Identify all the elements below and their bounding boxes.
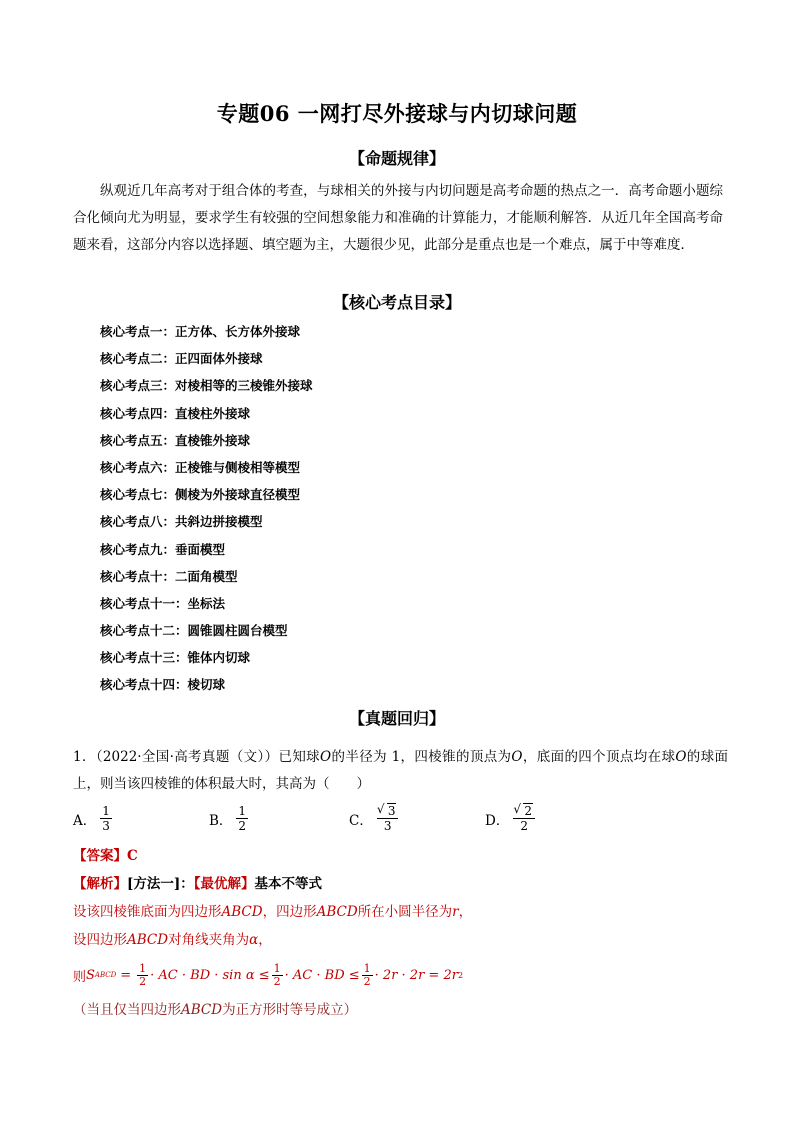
toc-item: 核心考点七：侧棱为外接球直径模型 xyxy=(100,487,301,503)
subscript-abcd: ABCD xyxy=(94,971,117,979)
answer-label: 【答案】 xyxy=(73,848,127,864)
symbol-abcd: ABCD xyxy=(127,932,169,948)
numerator: 1 xyxy=(363,961,371,975)
fraction xyxy=(236,804,248,833)
method-topic: 基本不等式 xyxy=(254,876,323,892)
answer-line xyxy=(73,846,138,866)
denominator: 3 xyxy=(102,819,110,833)
toc-item: 核心考点十一：坐标法 xyxy=(100,595,226,611)
toc-item: 核心考点九：垂面模型 xyxy=(100,541,226,557)
analysis-line-2 xyxy=(73,930,272,950)
analysis-text: ， xyxy=(258,932,272,948)
answer-options xyxy=(73,804,733,840)
radicand: 2 xyxy=(524,804,532,818)
real-questions-heading: 【真题回归】 xyxy=(348,709,445,728)
equals-sign: = xyxy=(120,967,132,983)
answer-value: C xyxy=(127,848,138,864)
numerator: 1 xyxy=(102,804,110,818)
superscript: 2 xyxy=(457,970,464,980)
toc-item: 核心考点十三：锥体内切球 xyxy=(100,650,251,666)
page-title: 专题06 一网打尽外接球与内切球问题 xyxy=(216,101,578,126)
denominator: 2 xyxy=(238,819,247,833)
question-source: （2022·全国·高考真题（文）） xyxy=(95,749,279,765)
numerator xyxy=(377,804,399,819)
toc-item: 核心考点四：直棱柱外接球 xyxy=(100,405,251,421)
analysis-text: ， xyxy=(458,904,473,920)
question-text: 的半径为 1，四棱锥的顶点为 xyxy=(331,749,512,765)
toc-item: 核心考点三：对棱相等的三棱锥外接球 xyxy=(100,378,313,394)
denominator: 2 xyxy=(139,974,147,988)
best-solution-label: 【最优解】 xyxy=(193,876,255,892)
numerator xyxy=(513,804,535,819)
toc-item: 核心考点六：正棱锥与侧棱相等模型 xyxy=(100,459,301,475)
question-text: 已知球 xyxy=(278,749,321,765)
toc-heading: 【核心考点目录】 xyxy=(332,293,461,312)
area-inequality-formula xyxy=(73,960,463,990)
question-number: 1． xyxy=(73,749,96,765)
numerator: 1 xyxy=(139,961,147,975)
symbol-s: S xyxy=(86,967,95,983)
numerator: 1 xyxy=(273,961,281,975)
symbol-abcd: ABCD xyxy=(181,1002,223,1018)
symbol-o: O xyxy=(320,749,332,765)
fraction xyxy=(377,804,399,833)
formula-term: · AC · BD ≤ xyxy=(284,967,360,983)
denominator: 2 xyxy=(520,819,528,833)
fraction-half xyxy=(137,963,148,988)
symbol-r: r xyxy=(452,904,459,920)
analysis-text: （当且仅当四边形 xyxy=(73,1002,181,1018)
radicand: 3 xyxy=(387,804,396,818)
fraction-half xyxy=(362,963,373,988)
denominator: 3 xyxy=(383,819,392,833)
analysis-line-3 xyxy=(73,1000,357,1020)
numerator: 1 xyxy=(238,804,247,818)
question-1 xyxy=(73,744,728,798)
toc-item: 核心考点十：二面角模型 xyxy=(100,568,238,584)
option-label: B． xyxy=(209,812,233,829)
formula-term: · 2r · 2r = 2r xyxy=(374,967,458,983)
denominator: 2 xyxy=(363,974,371,988)
toc-item: 核心考点二：正四面体外接球 xyxy=(100,351,263,367)
analysis-text: 为正方形时等号成立） xyxy=(222,1002,358,1018)
analysis-text: 对角线夹角为 xyxy=(168,932,250,948)
analysis-text: 设四边形 xyxy=(73,932,127,948)
option-label: D． xyxy=(485,812,510,829)
formula-term: · AC · BD · sin α ≤ xyxy=(150,967,270,983)
toc-item: 核心考点一：正方体、长方体外接球 xyxy=(100,324,301,339)
option-d xyxy=(485,804,535,833)
formula-prefix: 则 xyxy=(73,969,87,985)
option-b xyxy=(209,804,248,833)
toc-list xyxy=(100,322,313,703)
method-label: [方法一]： xyxy=(127,876,194,892)
analysis-label: 【解析】 xyxy=(73,876,127,892)
analysis-line-1 xyxy=(73,902,472,922)
question-text: ，底面的四个顶点均在球 xyxy=(522,749,676,765)
sqrt-symbol xyxy=(379,804,397,818)
option-c xyxy=(349,804,398,833)
toc-item: 核心考点五：直棱锥外接球 xyxy=(100,432,251,448)
symbol-o: O xyxy=(511,749,523,765)
sqrt-symbol xyxy=(515,804,533,818)
option-a xyxy=(73,804,112,833)
denominator: 2 xyxy=(273,974,281,988)
symbol-abcd: ABCD xyxy=(316,904,358,920)
analysis-header xyxy=(73,874,322,894)
analysis-text: ，四边形 xyxy=(262,904,317,920)
analysis-text: 所在小圆半径为 xyxy=(357,904,453,920)
symbol-abcd: ABCD xyxy=(221,904,263,920)
rule-heading: 【命题规律】 xyxy=(348,149,445,168)
fraction xyxy=(100,804,112,833)
toc-item: 核心考点十四：棱切球 xyxy=(100,677,226,693)
fraction xyxy=(513,804,535,833)
rule-paragraph: 纵观近几年高考对于组合体的考查，与球相关的外接与内切问题是高考命题的热点之一．高考命题小题综合化倾向尤为明显，要求学生有较强的空间想象能力和准确的计算能力，才能顺利解答．从近几年全国高考命题来看，这部分内容以选择题、填空题为主，大题很少见，此部分是重点也是一个难点，属于中等难度． xyxy=(73,183,723,253)
symbol-o: O xyxy=(675,749,687,765)
toc-item: 核心考点八：共斜边拼接模型 xyxy=(100,514,263,530)
question-text: 的球面上，则当该四棱锥的体积最大时，其高为（ ） xyxy=(73,749,729,792)
analysis-text: 设该四棱锥底面为四边形 xyxy=(73,904,222,920)
option-label: A． xyxy=(73,812,97,829)
toc-item: 核心考点十二：圆锥圆柱圆台模型 xyxy=(100,623,288,639)
option-label: C． xyxy=(349,812,373,829)
fraction-half xyxy=(272,963,283,988)
symbol-alpha: α xyxy=(249,932,259,948)
